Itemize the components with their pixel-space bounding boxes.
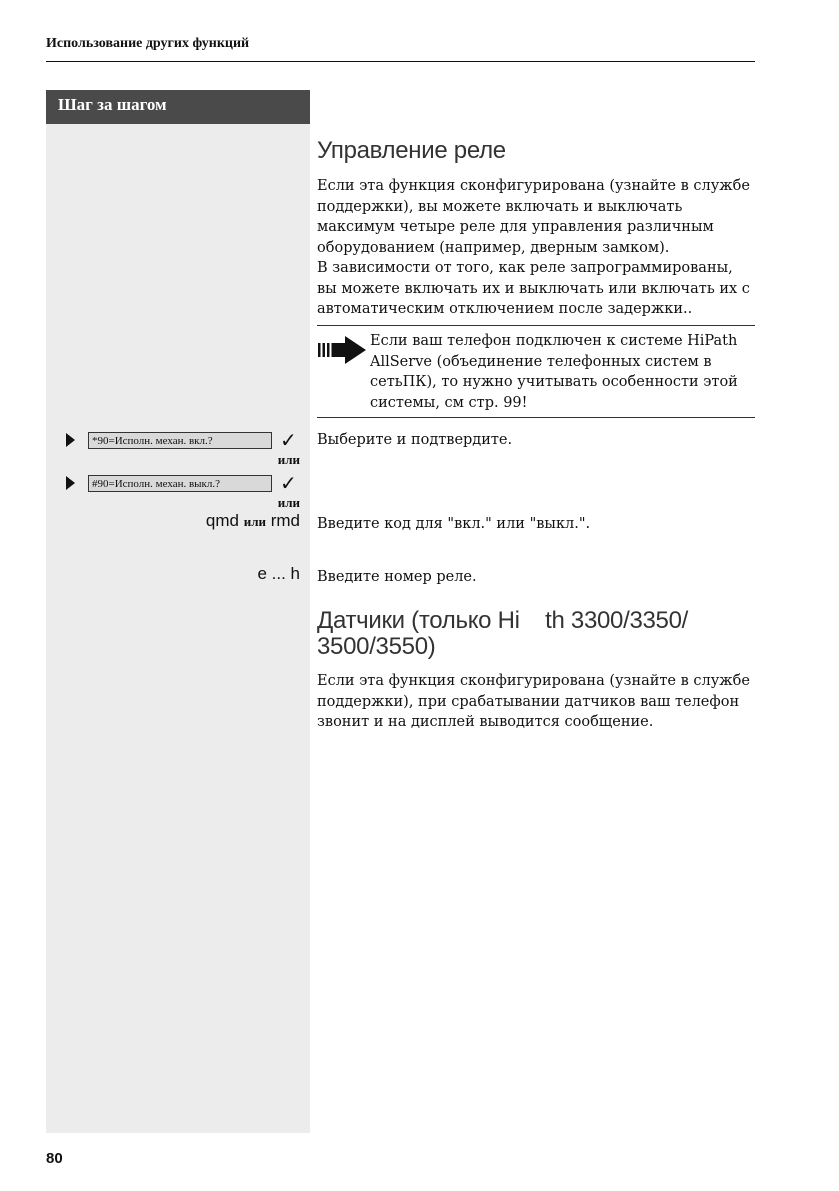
instruction-select-confirm: Выберите и подтвердите. [317,432,513,448]
display-option-relay-off[interactable]: #90=Исполн. механ. выкл.? [88,475,272,492]
note-text: Если ваш телефон подключен к системе HiPath AllServe (объединение телефонных систем в сетьПК), то нужно учитывать особенности этой системы, см стр. 99! [370,333,738,411]
arrow-right-icon [66,476,75,490]
instruction-enter-relay: Введите номер реле. [317,569,477,585]
note-arrow-icon [318,336,368,368]
relay-description [317,176,755,320]
arrow-right-icon [66,433,75,447]
relay-number-keys: e ... h [257,564,300,583]
code-entry-keys [206,511,300,531]
page-number: 80 [46,1150,63,1167]
instruction-enter-code: Введите код для "вкл." или "выкл.". [317,516,591,532]
or-label: или [277,452,300,467]
checkmark-icon[interactable]: ✓ [280,428,297,452]
sensors-paragraph: Если эта функция сконфигурирована (узнайте в службе поддержки), при срабатывании датчиков ваш телефон звонит и на дисплей выводится сообщение. [317,673,750,730]
header-divider [46,61,755,62]
on-code-keys: qmd [205,511,239,530]
off-code-keys: rmd [270,511,300,530]
note-top-rule [317,325,755,326]
step-column [46,90,310,1133]
or-label: или [277,495,300,510]
relay-paragraph: Если эта функция сконфигурирована (узнайте в службе поддержки), вы можете включать и выключать максимум четыре реле для управления различным оборудованием (например, дверным замком). [317,178,750,256]
section-title-sensors: Датчики (только Hi th 3300/3350/ 3500/3550) [317,607,695,660]
step-heading: Шаг за шагом [58,95,167,114]
section-title-relay: Управление реле [317,137,506,164]
note-bottom-rule [317,417,755,418]
relay-paragraph-2: В зависимости от того, как реле запрограммированы, вы можете включать их и выключать или включать их с автоматическим отключением после задержки.. [317,260,750,317]
or-label: или [243,514,266,529]
display-option-relay-on[interactable]: *90=Исполн. механ. вкл.? [88,432,272,449]
page-header: Использование других функций [46,36,250,51]
checkmark-icon[interactable]: ✓ [280,471,297,495]
